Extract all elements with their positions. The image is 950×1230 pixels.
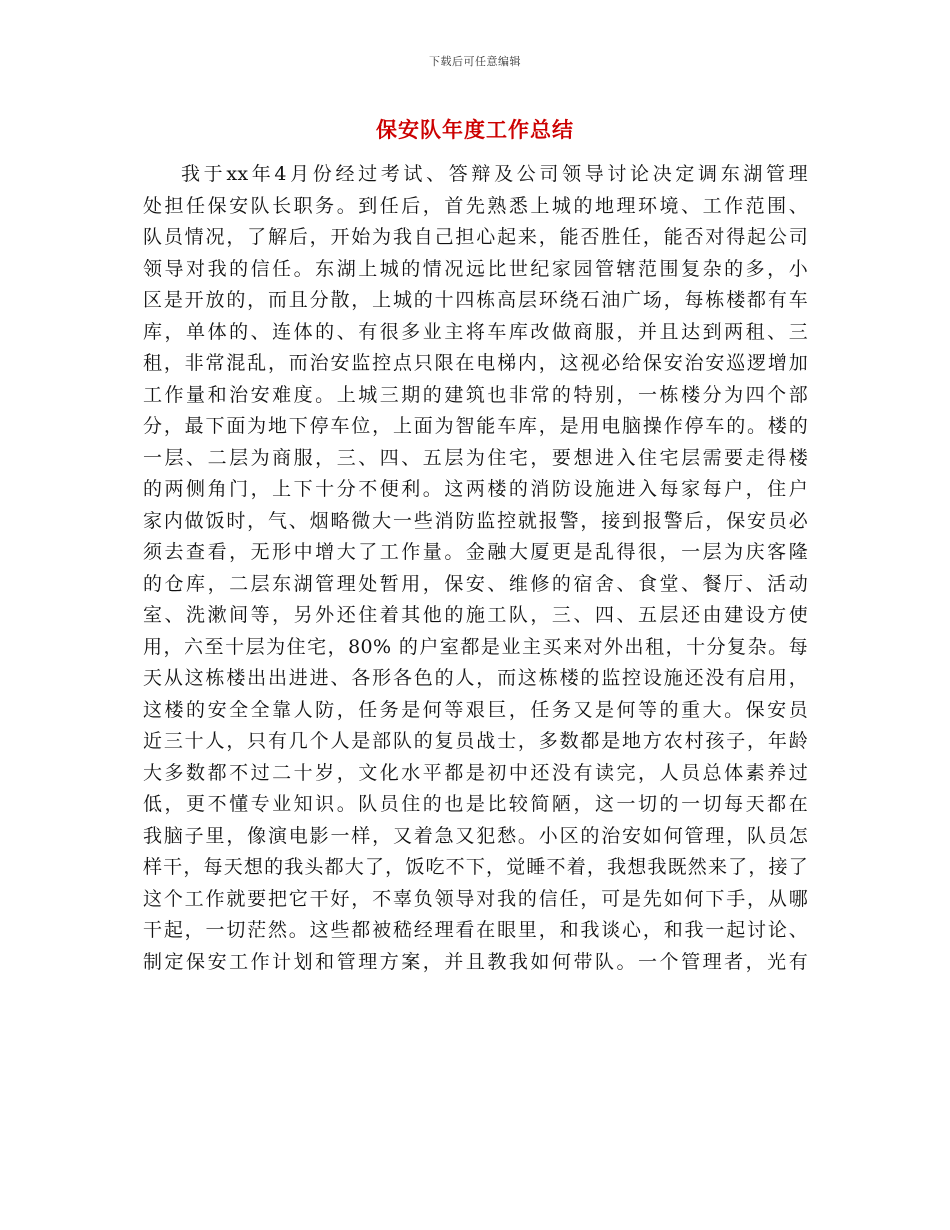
text-line: 制定保安工作计划和管理方案，并且教我如何带队。一个管理者，光有: [143, 950, 808, 973]
header-note: 下载后可任意编辑: [429, 55, 521, 68]
text-line: 低，更不懂专业知识。队员住的也是比较简陋，这一切的一切每天都在: [143, 793, 808, 815]
text-line: 干起，一切茫然。这些都被嵇经理看在眼里，和我谈心，和我一起讨论、: [143, 919, 808, 941]
text-line: 我于xx年4月份经过考试、答辩及公司领导讨论决定调东湖管理: [181, 163, 808, 185]
text-line: 须去查看，无形中增大了工作量。金融大厦更是乱得很，一层为庆客隆: [143, 541, 808, 563]
text-line: 队员情况，了解后，开始为我自己担心起来，能否胜任，能否对得起公司: [143, 226, 808, 248]
text-line: 领导对我的信任。东湖上城的情况远比世纪家园管辖范围复杂的多，小: [143, 257, 808, 280]
text-line: 大多数都不过二十岁，文化水平都是初中还没有读完，人员总体素养过: [143, 761, 808, 784]
text-line: 一层、二层为商服，三、四、五层为住宅，要想进入住宅层需要走得楼: [143, 446, 808, 469]
text-line: 室、洗漱间等，另外还住着其他的施工队，三、四、五层还由建设方使: [143, 604, 808, 626]
text-line: 家内做饭时，气、烟略微大一些消防监控就报警，接到报警后，保安员必: [143, 509, 808, 532]
text-line: 工作量和治安难度。上城三期的建筑也非常的特别，一栋楼分为四个部: [143, 383, 808, 406]
body-paragraph: [143, 159, 808, 978]
text-line: 分，最下面为地下停车位，上面为智能车库，是用电脑操作停车的。楼的: [143, 415, 808, 437]
text-line: 天从这栋楼出出进进、各形各色的人，而这栋楼的监控设施还没有启用，: [143, 667, 808, 689]
text-line: 库，单体的、连体的、有很多业主将车库改做商服，并且达到两租、三: [143, 320, 808, 343]
text-line: 样干，每天想的我头都大了，饭吃不下，觉睡不着，我想我既然来了，接了: [143, 856, 808, 878]
text-line: 这楼的安全全靠人防，任务是何等艰巨，任务又是何等的重大。保安员: [143, 698, 808, 721]
text-line: 近三十人，只有几个人是部队的复员战士，多数都是地方农村孩子，年龄: [143, 730, 808, 752]
text-line: 用，六至十层为住宅，80% 的户室都是业主买来对外出租，十分复杂。每: [143, 635, 808, 658]
text-line: 的两侧角门，上下十分不便利。这两楼的消防设施进入每家每户，住户: [143, 478, 808, 500]
text-line: 我脑子里，像演电影一样，又着急又犯愁。小区的治安如何管理，队员怎: [143, 824, 808, 847]
text-line: 租，非常混乱，而治安监控点只限在电梯内，这视必给保安治安巡逻增加: [143, 352, 808, 374]
text-line: 区是开放的，而且分散，上城的十四栋高层环绕石油广场，每栋楼都有车: [143, 289, 808, 311]
text-line: 的仓库，二层东湖管理处暂用，保安、维修的宿舍、食堂、餐厅、活动: [143, 572, 808, 595]
text-line: 这个工作就要把它干好，不辜负领导对我的信任，可是先如何下手，从哪: [143, 887, 808, 910]
document-title: 保安队年度工作总结: [376, 117, 574, 142]
text-line: 处担任保安队长职务。到任后，首先熟悉上城的地理环境、工作范围、: [143, 194, 808, 217]
